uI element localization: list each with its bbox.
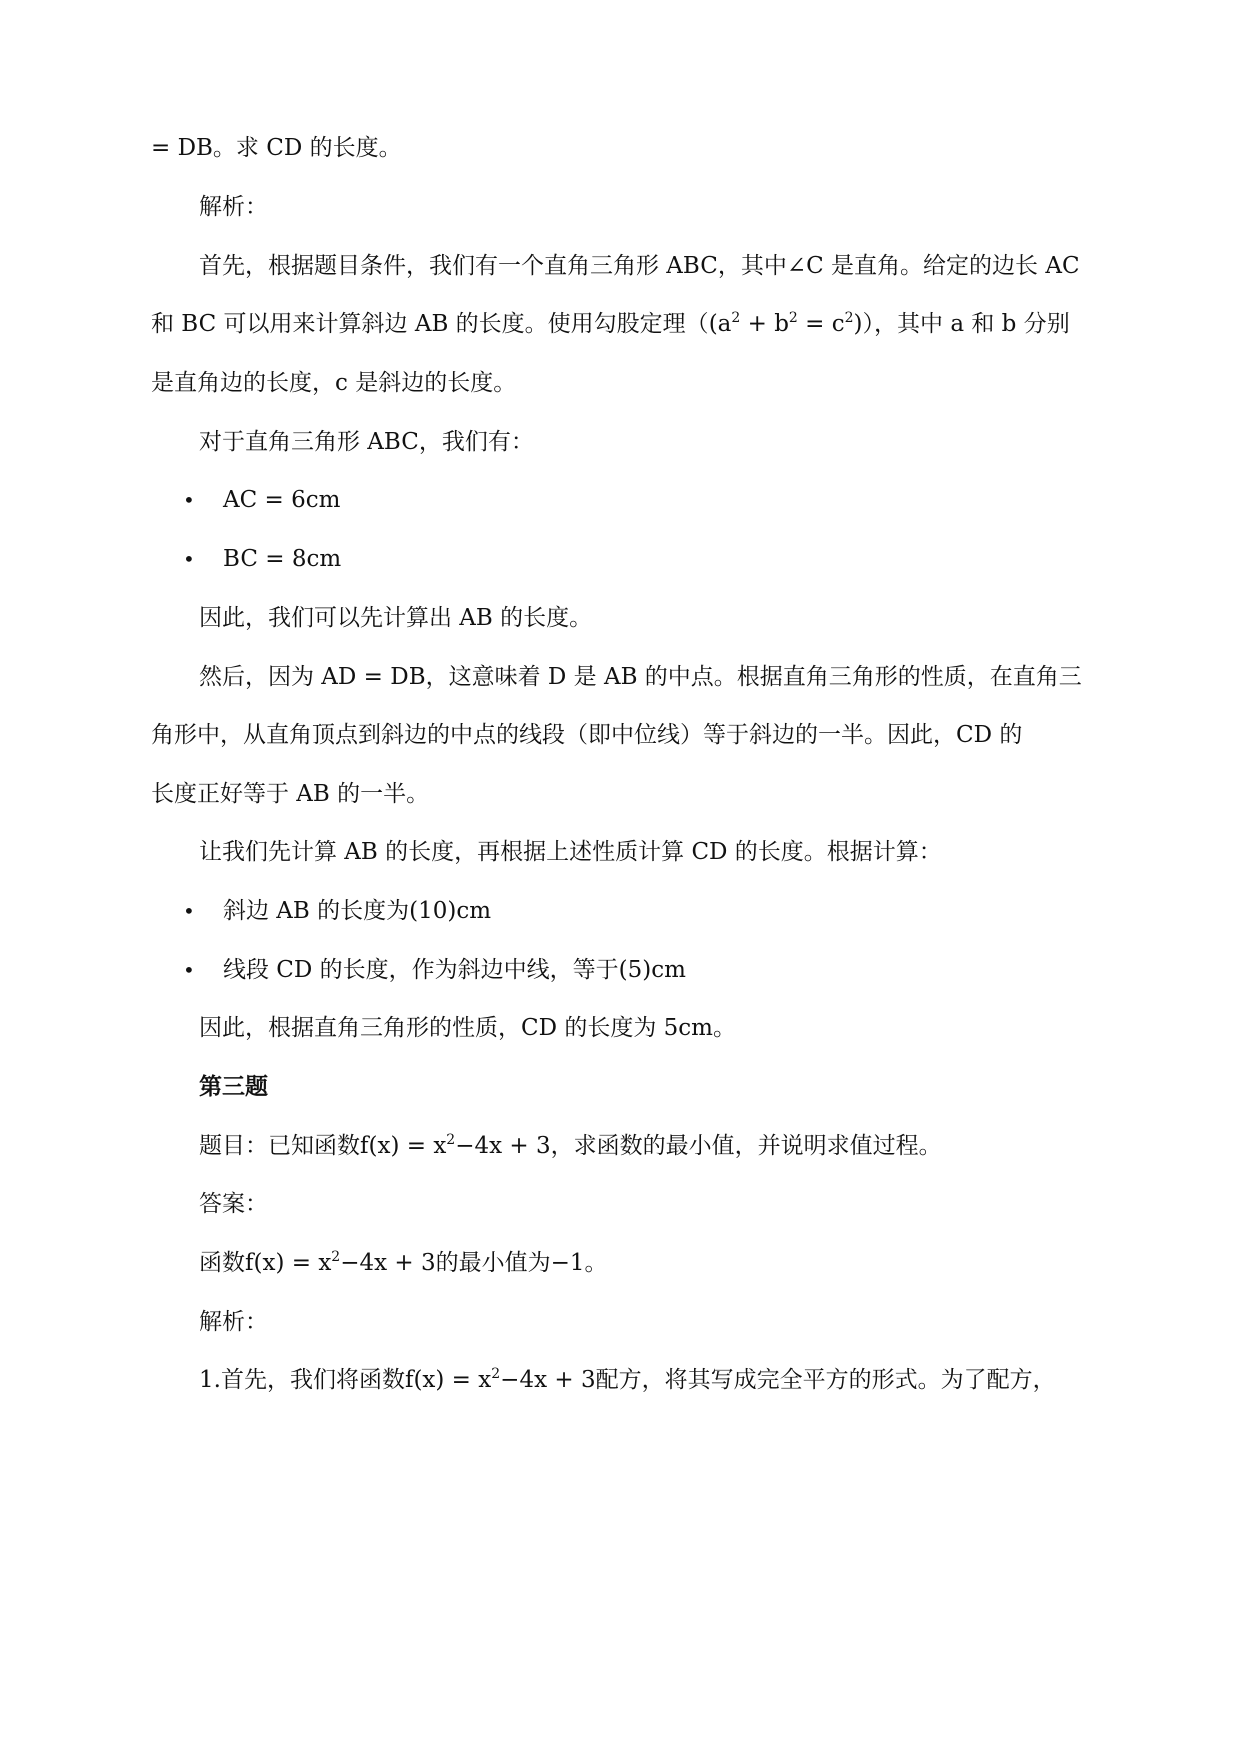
exponent: 2 — [331, 1249, 341, 1265]
text-line — [0, 715, 1241, 755]
line-text: −4x + 3配方，将其写成完全平方的形式。为了配方， — [500, 1367, 1056, 1393]
bullet-icon: • — [183, 958, 195, 982]
exponent: 2 — [446, 1132, 456, 1148]
list-item — [0, 950, 1241, 990]
formula-part: + b — [740, 311, 789, 337]
line-text: 对于直角三角形 ABC，我们有： — [199, 429, 534, 455]
list-item — [0, 891, 1241, 931]
line-text: 角形中，从直角顶点到斜边的中点的线段（即中位线）等于斜边的一半。因此，CD 的 — [151, 722, 1023, 748]
line-text: 函数f(x) = x — [199, 1250, 332, 1276]
formula-part: = c — [797, 311, 845, 337]
formula-part: (a — [708, 311, 732, 337]
text-line — [0, 363, 1241, 403]
list-item-text: 线段 CD 的长度，作为斜边中线，等于(5)cm — [223, 957, 686, 983]
line-text: 解析： — [199, 1309, 268, 1335]
line-text: 题目：已知函数f(x) = x — [199, 1133, 447, 1159]
text-line — [0, 832, 1241, 872]
line-text: 是直角边的长度，c 是斜边的长度。 — [151, 370, 517, 396]
exponent: 2 — [844, 310, 854, 326]
text-line — [0, 657, 1241, 697]
list-item-text: BC = 8cm — [223, 546, 342, 572]
pythagorean-formula — [709, 311, 863, 337]
exponent: 2 — [788, 310, 798, 326]
text-line — [0, 187, 1241, 227]
line-text: 因此，根据直角三角形的性质，CD 的长度为 5cm。 — [199, 1015, 736, 1041]
list-item-text: 斜边 AB 的长度为(10)cm — [223, 898, 492, 924]
text-line — [0, 598, 1241, 638]
line-text: −4x + 3的最小值为−1。 — [340, 1250, 608, 1276]
list-item-text: AC = 6cm — [223, 487, 341, 513]
section-heading — [0, 1067, 1241, 1107]
text-line — [0, 246, 1241, 286]
line-text: 长度正好等于 AB 的一半。 — [151, 781, 430, 807]
line-text: 解析： — [199, 194, 268, 220]
bullet-icon: • — [183, 547, 195, 571]
bullet-icon: • — [183, 899, 195, 923]
bullet-icon: • — [183, 488, 195, 512]
text-line — [0, 304, 1241, 344]
text-line — [0, 1008, 1241, 1048]
formula-part: ) — [853, 311, 863, 337]
text-line — [0, 1302, 1241, 1342]
line-text: 因此，我们可以先计算出 AB 的长度。 — [199, 605, 593, 631]
heading-text: 第三题 — [199, 1074, 268, 1100]
text-line — [0, 1126, 1241, 1166]
exponent: 2 — [731, 310, 741, 326]
text-line — [0, 1243, 1241, 1283]
text-line — [0, 1360, 1241, 1400]
list-item — [0, 480, 1241, 520]
line-text: 然后，因为 AD = DB，这意味着 D 是 AB 的中点。根据直角三角形的性质，在直角三 — [199, 664, 1082, 690]
text-line — [0, 774, 1241, 814]
text-line — [0, 422, 1241, 462]
line-text: 首先，根据题目条件，我们有一个直角三角形 ABC，其中∠C 是直角。给定的边长 AC — [199, 253, 1080, 279]
line-text: 让我们先计算 AB 的长度，再根据上述性质计算 CD 的长度。根据计算： — [199, 839, 942, 865]
list-item — [0, 539, 1241, 579]
line-text: 答案： — [199, 1191, 268, 1217]
line-text: = DB。求 CD 的长度。 — [151, 135, 402, 161]
exponent: 2 — [491, 1366, 501, 1382]
text-line — [0, 128, 1241, 168]
line-text: 和 BC 可以用来计算斜边 AB 的长度。使用勾股定理（ — [151, 311, 709, 337]
line-text: 1.首先，我们将函数f(x) = x — [199, 1367, 492, 1393]
text-line — [0, 1184, 1241, 1224]
line-text: −4x + 3，求函数的最小值，并说明求值过程。 — [455, 1133, 942, 1159]
line-text: ），其中 a 和 b 分别 — [862, 311, 1070, 337]
